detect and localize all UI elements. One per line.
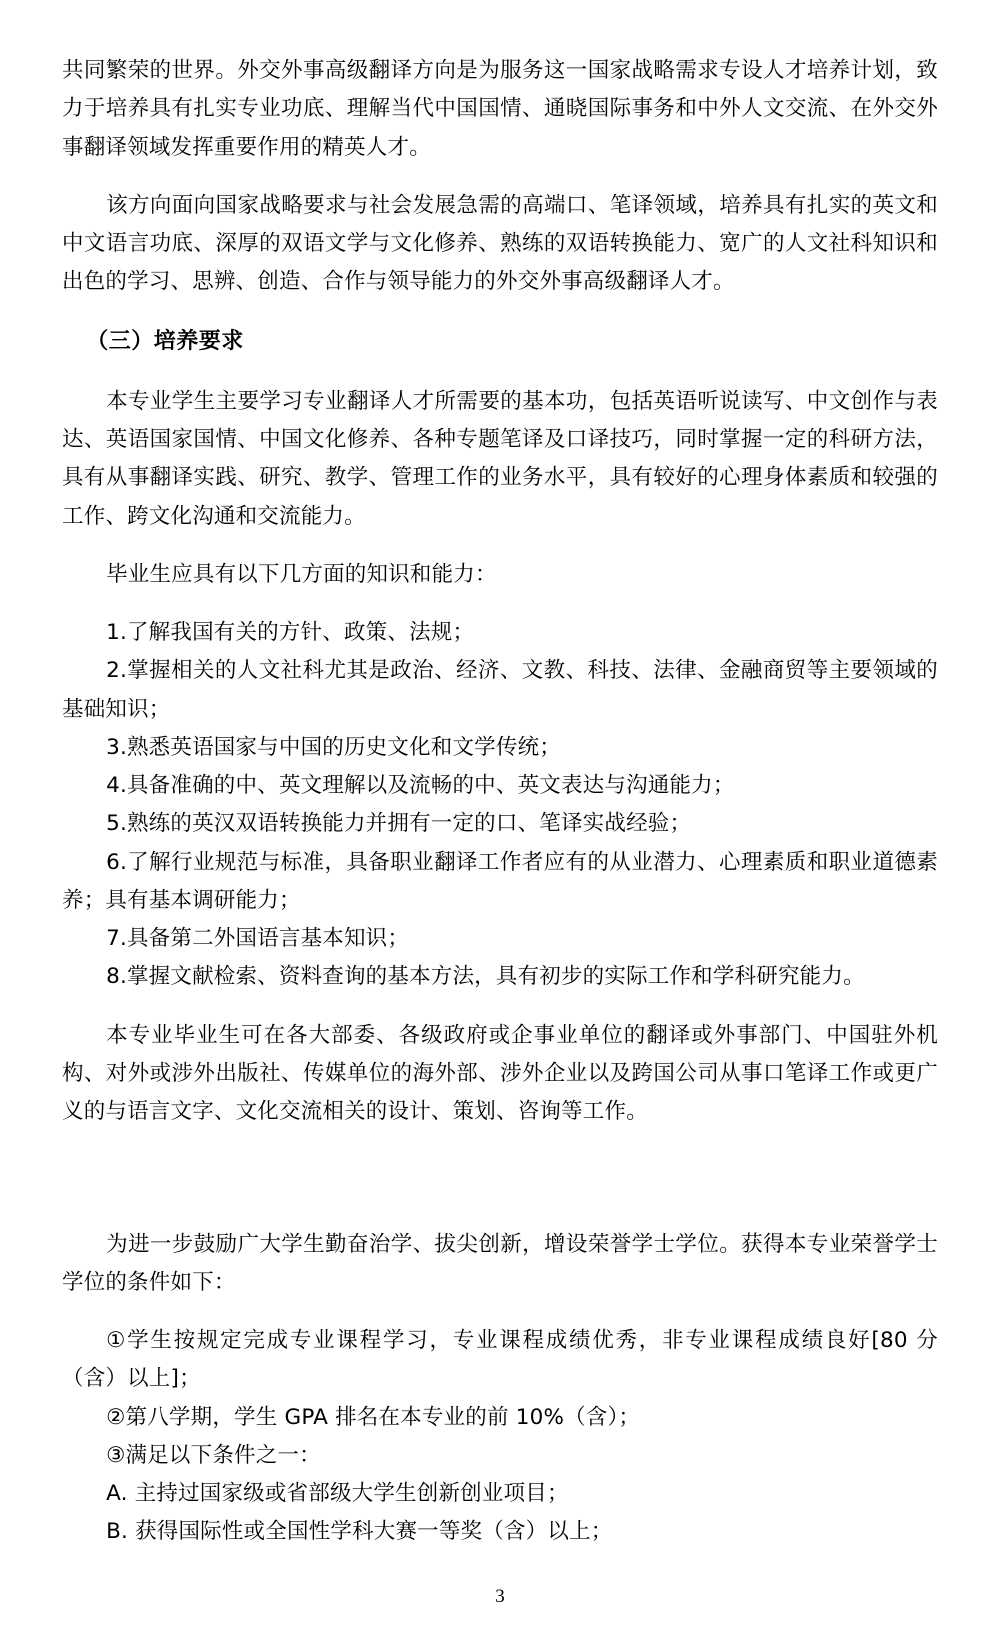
list-item: ③满足以下条件之一： [106,1442,321,1468]
numbered-requirement-list [62,614,938,997]
list-item: 7.具备第二外国语言基本知识； [106,926,410,952]
paragraph-employment: 本专业毕业生可在各大部委、各级政府或企事业单位的翻译或外事部门、中国驻外机构、对外或涉外出版社、传媒单位的海外部、涉外企业以及跨国公司从事口笔译工作或更广义的与语言文字、文化交流相关的设计、策划、咨询等工作。 [62,1022,938,1125]
section-heading: （三）培养要求 [86,328,244,354]
paragraph-direction: 该方向面向国家战略要求与社会发展急需的高端口、笔译领域，培养具有扎实的英文和中文语言功底、深厚的双语文学与文化修养、熟练的双语转换能力、宽广的人文社科知识和出色的学习、思辨、创造、合作与领导能力的外交外事高级翻译人才。 [62,192,938,295]
paragraph-intro-continued: 共同繁荣的世界。外交外事高级翻译方向是为服务这一国家战略需求专设人才培养计划，致力于培养具有扎实专业功底、理解当代中国国情、通晓国际事务和中外人文交流、在外交外事翻译领域发挥重要作用的精英人才。 [62,58,938,160]
list-item: 3.熟悉英语国家与中国的历史文化和文学传统； [106,734,561,760]
paragraph-graduate-lead: 毕业生应具有以下几方面的知识和能力： [106,561,497,587]
document-body [62,52,938,1552]
list-item: B. 获得国际性或全国性学科大赛一等奖（含）以上； [106,1519,613,1545]
honors-condition-list [62,1322,938,1552]
section-spacer [62,1152,938,1226]
list-item: 8.掌握文献检索、资料查询的基本方法，具有初步的实际工作和学科研究能力。 [106,964,865,990]
list-item: ②第八学期，学生 GPA 排名在本专业的前 10%（含）； [106,1404,641,1430]
list-item: 4.具备准确的中、英文理解以及流畅的中、英文表达与沟通能力； [106,773,735,799]
page-number: 3 [495,1586,505,1607]
list-item: A. 主持过国家级或省部级大学生创新创业项目； [106,1481,569,1507]
paragraph-basic-skills: 本专业学生主要学习专业翻译人才所需要的基本功，包括英语听说读写、中文创作与表达、英语国家国情、中国文化修养、各种专题笔译及口译技巧，同时掌握一定的科研方法，具有从事翻译实践、研究、教学、管理工作的业务水平，具有较好的心理身体素质和较强的工作、跨文化沟通和交流能力。 [62,388,938,529]
list-item: 2.掌握相关的人文社科尤其是政治、经济、文教、科技、法律、金融商贸等主要领域的基础知识； [62,658,938,722]
list-item: 1.了解我国有关的方针、政策、法规； [106,620,475,646]
paragraph-honors-intro: 为进一步鼓励广大学生勤奋治学、拔尖创新，增设荣誉学士学位。获得本专业荣誉学士学位的条件如下： [62,1231,938,1295]
list-item: 6.了解行业规范与标准，具备职业翻译工作者应有的从业潜力、心理素质和职业道德素养；具有基本调研能力； [62,849,938,913]
list-item: 5.熟练的英汉双语转换能力并拥有一定的口、笔译实战经验； [106,811,692,837]
list-item: ①学生按规定完成专业课程学习，专业课程成绩优秀，非专业课程成绩良好[80 分（含）以上]； [62,1328,938,1392]
